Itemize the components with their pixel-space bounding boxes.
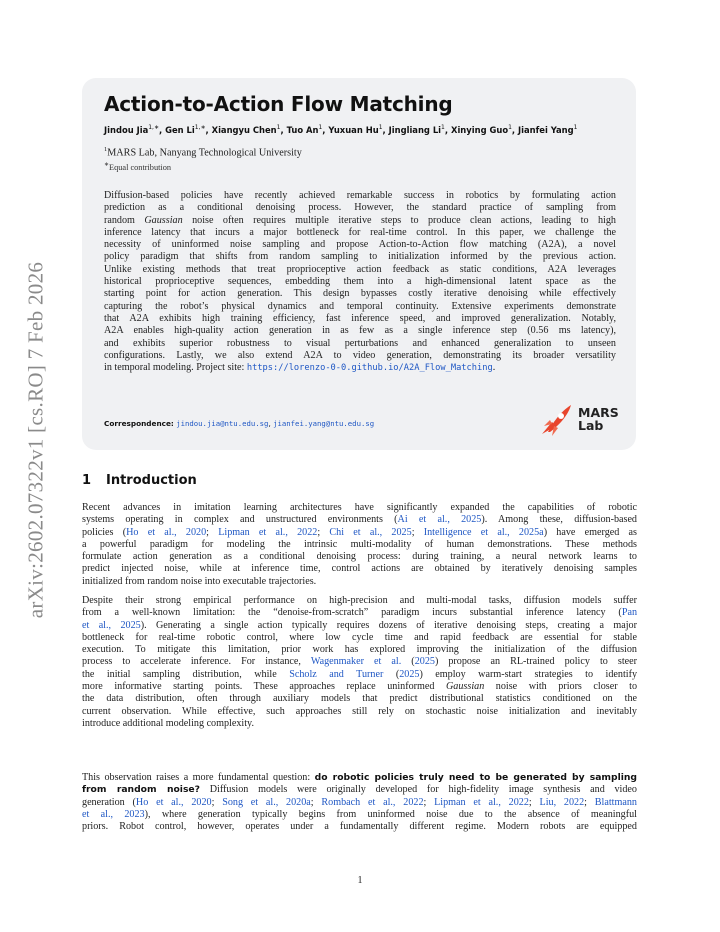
logo-text-mars: MARS [578,405,619,420]
author-affiliation-sup: 1 [441,124,445,131]
citation-link[interactable]: Intelligence et al., 2025a [423,526,544,538]
paragraph-line: introduce additional modeling complexity. [82,717,254,729]
paragraph-line: the data distribution, often through auxiliary models that predict distributional statistics conditioned on the [82,693,637,705]
abstract-line: necessity of uninformed noise sampling and propose Action-to-Action flow matching (A2A), a novel [104,239,616,251]
paragraph-line: current observation. While effective, such approaches still rely on stochastic noise initialization and inevitably [82,705,637,717]
paragraph-line: predict injected noise, while at inference time, control actions are obtained by iteratively denoising samples [82,563,637,575]
abstract-last-text: in temporal modeling. Project site: [104,362,247,374]
mars-rocket-icon [538,402,574,438]
abstract-line: capturing the robot’s physical dynamics and temporal continuity. Extensive experiments demonstrate [104,300,616,312]
abstract-line: and exhibits superior robustness to visual perturbations and enhanced generalization to unseen [104,337,616,349]
arxiv-stamp-text: arXiv:2602.07322v1 [cs.RO] 7 Feb 2026 [23,261,48,619]
author-affiliation-sup: 1 [378,124,383,131]
paragraph-line: et al., 2023), where generation typically begins from uninformed noise due to the absence of meaningful [82,808,637,820]
intro-paragraph-1 [82,502,637,588]
correspondence-label: Correspondence: [104,419,174,428]
citation-link[interactable]: Ai et al., 2025 [397,514,482,526]
citation-link[interactable]: et al., 2023 [82,808,145,820]
author-name: Xiangyu Chen$^1$ [211,124,281,135]
equal-contribution-note [104,161,171,172]
paragraph-line: execution. To mitigate this limitation, prior work has explored improving the initialization of the diffusion [82,644,637,656]
author-name: Xinying Guo$^1$ [450,124,512,135]
paragraph-line: policies (Ho et al., 2020; Lipman et al., 2022; Chi et al., 2025; Intelligence et al., 2025a) have emerged as [82,526,637,538]
logo-text-lab: Lab [578,418,604,433]
paragraph-line: from random noise? Diffusion models were originally developed for high-fidelity image synthesis and video [82,784,637,796]
paragraph-line: systems operating in complex and unstructured environments (Ai et al., 2025). Among these, diffusion-based [82,514,637,526]
intro-paragraph-3 [82,772,637,833]
citation-link[interactable]: Lipman et al., 2022 [434,796,529,808]
abstract [104,190,616,374]
author-list: Jindou Jia$^{1,∗}$, Gen $Li^{1,∗}$, Xiangyu Chen$^1$, Tuo An$^1$, Yuxuan Hu$^1$, Jingliang Li$^1$, Xinying Guo$^1$, Jianfei Yang$^1$ [104,124,578,135]
abstract-line: random Gaussian noise often requires multiple iterative steps to produce clean actions, leading to high [104,214,616,226]
paragraph-line: initialized from random noise into executable trajectories. [82,575,317,587]
author-affiliation-sup: 1 [508,124,512,131]
citation-link[interactable]: Blattmann [594,796,637,808]
citation-link[interactable]: 2025 [414,656,435,668]
abstract-line: that A2A exhibits high training efficiency, fast inference speed, and improved generalization. Notably, [104,312,616,324]
citation-link[interactable]: Song et al., 2020a [222,796,311,808]
abstract-line: A2A enables high-quality action generation in as few as a single inference step (0.56 ms latency), [104,325,616,337]
author-name: Jianfei Yang$^1$ [518,124,578,135]
email-link-yang[interactable]: jianfei.yang@ntu.edu.sg [273,419,375,428]
citation-link[interactable]: Rombach et al., 2022 [321,796,424,808]
citation-link[interactable]: Ho et al., 2020 [126,526,207,538]
key-question: do robotic policies truly need to be generated by sampling [314,772,637,783]
author-affiliation-sup: 1 [318,124,323,131]
paragraph-line: formulate action generation as a conditional denoising process: during training, a neural network learns to [82,551,637,563]
paragraph-line: a powerful paradigm for modeling the intrinsic multi-modality of human demonstrations. These methods [82,538,637,550]
citation-link[interactable]: Pan [621,607,637,619]
paragraph-line: from a well-known limitation: the “denoise-from-scratch” paradigm incurs substantial inference latency (Pan [82,607,637,619]
citation-link[interactable]: Lipman et al., 2022 [218,526,318,538]
citation-link[interactable]: Chi et al., 2025 [329,526,412,538]
mars-lab-logo [538,402,618,438]
arxiv-side-stamp [6,210,66,670]
correspondence [104,419,374,428]
paragraph-line: the initial sampling distribution, while Scholz and Turner (2025) employ warm-start strategies to identify [82,668,638,680]
author-name: Jingliang Li$^1$ [388,124,445,135]
abstract-line: Diffusion-based policies have recently achieved remarkable success in robotics by formulating action [104,190,616,201]
paragraph-line: Recent advances in imitation learning architectures have significantly expanded the capabilities of robotic [82,502,637,513]
abstract-line: historical proprioceptive sequences, embedding them into a high-dimensional latent space as the [104,276,616,288]
abstract-line: policy paradigm that shifts from random sampling to initialization informed by the previous action. [104,251,616,263]
author-affiliation-sup: 1,∗ [194,124,206,131]
abstract-line: starting point for action generation. This design bypasses costly iterative denoising while effectively [104,288,616,300]
author-affiliation-sup: 1 [276,124,281,131]
affiliation [104,146,302,158]
abstract-line: configurations. Lastly, we also extend A2A to video generation, demonstrating its broader versatility [104,349,616,361]
paragraph-line: more informative starting points. These approaches replace uninformed Gaussian noise with priors closer to [82,681,638,693]
affiliation-sup: 1 [104,146,108,153]
citation-link[interactable]: 2025 [399,668,420,680]
citation-link[interactable]: Ho et al., 2020 [135,796,212,808]
abstract-line: prediction as a conditional denoising process. However, the standard practice of sampling from [104,202,616,214]
email-separator: , [268,419,274,428]
intro-paragraph-2 [82,595,637,730]
abstract-line: inference latency that incurs a major bottleneck for real-time control. In this paper, we challenge the [104,226,616,238]
page-number: 1 [357,875,363,886]
author-affiliation-sup: 1 [573,124,578,131]
author-name: Jindou Jia$^{1,∗}$ [104,124,159,135]
affiliation-text: MARS Lab, Nanyang Technological University [107,147,302,159]
citation-link[interactable]: et al., 2025 [82,619,141,631]
paragraph-line: This observation raises a more fundamental question: do robotic policies truly need to be generated by sampling [82,772,637,783]
abstract-line: Unlike existing methods that treat proprioceptive action feedback as static conditions, A2A leverages [104,263,616,275]
equal-contribution-text: Equal contribution [109,162,172,172]
paragraph-line: process to accelerate inference. For instance, Wagenmaker et al. (2025) propose an RL-trained policy to steer [82,656,637,668]
citation-link[interactable]: Scholz and Turner [289,668,384,680]
paragraph-line: et al., 2025). Generating a single action typically requires dozens of iterative denoising steps, creating a major [82,619,637,631]
paragraph-line: generation (Ho et al., 2020; Song et al., 2020a; Rombach et al., 2022; Lipman et al., 2022; Liu, 2022; Blattmann [82,796,637,808]
paragraph-line: Despite their strong empirical performance on high-precision and multi-modal tasks, diffusion models suffer [82,595,637,606]
paper-title: Action-to-Action Flow Matching [104,92,453,116]
project-site-link[interactable]: https://lorenzo-0-0.github.io/A2A_Flow_Matching [246,363,493,374]
citation-link[interactable]: Wagenmaker et al. [310,656,402,668]
author-affiliation-sup: 1,∗ [148,124,159,131]
abstract-line [104,362,616,374]
key-question: from random noise? [82,784,200,796]
section-title: Introduction [106,473,197,488]
author-name: Gen $Li^{1,∗}$ [165,124,206,135]
section-number: 1 [82,473,92,488]
citation-link[interactable]: Liu, 2022 [539,796,585,808]
equal-contribution-sup: ∗ [104,162,110,168]
email-link-jia[interactable]: jindou.jia@ntu.edu.sg [176,419,269,428]
paragraph-line: priors. Robot control, however, operates under a fundamentally different regime. Modern robots are equipped [82,821,637,833]
author-name: Tuo An$^1$ [286,124,323,135]
abstract-end-period: . [492,362,496,374]
paragraph-line: bottleneck for real-time robotic control, where low cycle time and rapid feedback are essential for stable [82,631,637,643]
author-name: Yuxuan Hu$^1$ [328,124,383,135]
